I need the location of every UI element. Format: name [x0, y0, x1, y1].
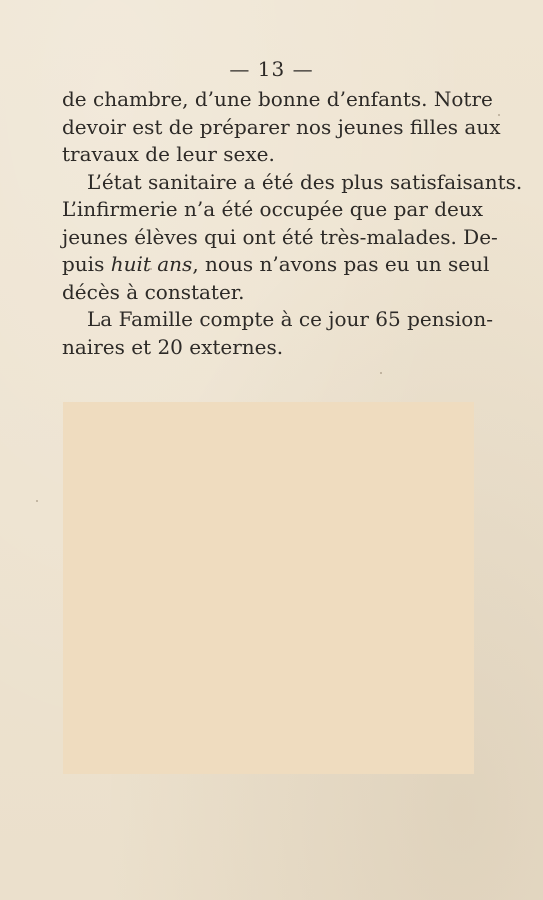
- text-line: naires et 20 externes.: [62, 334, 284, 359]
- paragraph-start-line: La Famille compte à ce jour 65 pension-: [87, 307, 493, 331]
- body-text: [62, 86, 523, 361]
- text-line: jeunes élèves qui ont été très-malades. De-: [62, 224, 498, 249]
- text-segment: , nous n’avons pas eu un seul: [192, 252, 490, 276]
- text-line: de chambre, d’une bonne d’enfants. Notre: [62, 87, 493, 111]
- paper-speck: [150, 268, 152, 270]
- italic-emphasis: huit ans: [110, 252, 193, 276]
- paper-speck: [36, 500, 38, 502]
- blank-plate-region: [63, 402, 474, 774]
- text-line-with-italic: [62, 251, 490, 279]
- paragraph-start-line: L’état sanitaire a été des plus satisfaisants.: [87, 169, 523, 194]
- text-line: devoir est de préparer nos jeunes filles aux: [62, 114, 501, 139]
- text-line: L’infirmerie n’a été occupée que par deux: [62, 197, 484, 221]
- text-segment: puis: [62, 252, 111, 276]
- page-number: — 13 —: [229, 57, 314, 81]
- paper-speck: [498, 114, 500, 116]
- paper-speck: [380, 372, 382, 374]
- text-line: décès à constater.: [62, 279, 245, 304]
- text-line: travaux de leur sexe.: [62, 142, 275, 166]
